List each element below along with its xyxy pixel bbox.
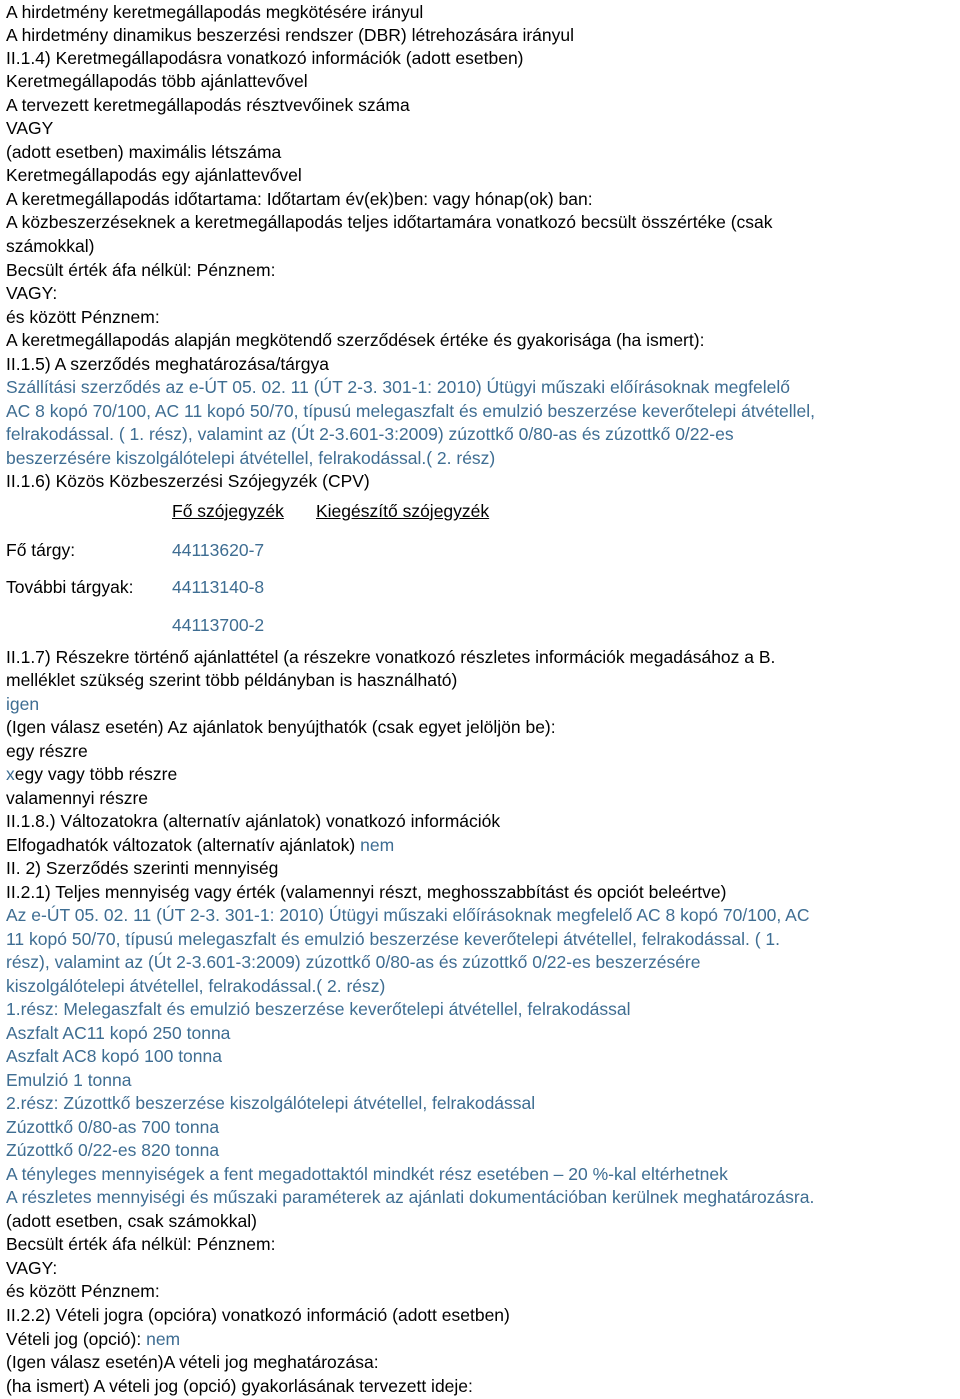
text-line: A keretmegállapodás alapján megkötendő szerződések értéke és gyakorisága (ha ismert): xyxy=(6,330,705,350)
lots-heading: melléklet szükség szerint több példányban is használható) xyxy=(6,670,458,690)
text-line: Becsült érték áfa nélkül: Pénznem: xyxy=(6,1234,276,1254)
cpv-other-code: 44113700-2 xyxy=(172,615,265,635)
options-line: (ha ismert) A vételi jog (opció) gyakorlásának tervezett ideje: xyxy=(6,1376,473,1396)
quantity-line: kiszolgálótelepi átvétellel, felrakodással.( 2. rész) xyxy=(6,976,386,996)
text-line: és között Pénznem: xyxy=(6,307,160,327)
text-line: A tervezett keretmegállapodás résztvevőinek száma xyxy=(6,95,410,115)
options-answer: nem xyxy=(146,1329,181,1349)
text-line: A keretmegállapodás időtartama: Időtartam év(ek)ben: vagy hónap(ok) ban: xyxy=(6,189,593,209)
text-line: Keretmegállapodás több ajánlattevővel xyxy=(6,71,308,91)
section-heading: II.1.4) Keretmegállapodásra vonatkozó információk (adott esetben) xyxy=(6,48,524,68)
quantity-line: 2.rész: Zúzottkő beszerzése kiszolgálótelepi átvétellel, felrakodással xyxy=(6,1093,536,1113)
cpv-main-code: 44113620-7 xyxy=(172,540,265,560)
cpv-other-label: További tárgyak: xyxy=(6,577,134,597)
option-label: egy vagy több részre xyxy=(14,764,178,784)
quantity-line: rész), valamint az (Út 2-3.601-3:2009) zúzottkő 0/80-as és zúzottkő 0/22-es beszerzésére xyxy=(6,952,701,972)
cpv-other-code: 44113140-8 xyxy=(172,577,265,597)
subject-line: felrakodással. ( 1. rész), valamint az (Út 2-3.601-3:2009) zúzottkő 0/80-as és zúzottkő 0/22-es xyxy=(6,424,734,444)
subject-line: beszerzésére kiszolgálótelepi átvétellel, felrakodással.( 2. rész) xyxy=(6,448,496,468)
section-heading: II.1.5) A szerződés meghatározása/tárgya xyxy=(6,354,329,374)
subject-line: AC 8 kopó 70/100, AC 11 kopó 50/70, típusú melegaszfalt és emulzió beszerzése keverőtelepi átvétellel, xyxy=(6,401,816,421)
text-line: Keretmegállapodás egy ajánlattevővel xyxy=(6,165,302,185)
cpv-col-extra: Kiegészítő szójegyzék xyxy=(316,501,490,521)
quantity-line: A tényleges mennyiségek a fent megadottaktól mindkét rész esetében – 20 %-kal eltérhetnek xyxy=(6,1164,728,1184)
text-line: számokkal) xyxy=(6,236,95,256)
lots-option-all: valamennyi részre xyxy=(6,788,148,808)
quantity-heading: II. 2) Szerződés szerinti mennyiség xyxy=(6,858,279,878)
text-line: A közbeszerzéseknek a keretmegállapodás teljes időtartamára vonatkozó becsült összértéke (csak xyxy=(6,212,773,232)
lots-option-one: egy részre xyxy=(6,741,88,761)
quantity-line: Aszfalt AC11 kopó 250 tonna xyxy=(6,1023,231,1043)
quantity-line: Az e-ÚT 05. 02. 11 (ÚT 2-3. 301-1: 2010) Útügyi műszaki előírásoknak megfelelő AC 8 kopó 70/100, AC xyxy=(6,905,810,925)
quantity-line: Aszfalt AC8 kopó 100 tonna xyxy=(6,1046,222,1066)
text-line: A hirdetmény dinamikus beszerzési rendszer (DBR) létrehozására irányul xyxy=(6,25,575,45)
lots-option-multi xyxy=(6,762,177,786)
variants-label: Elfogadhatók változatok (alternatív ajánlatok) xyxy=(6,835,356,855)
text-line: A hirdetmény keretmegállapodás megkötésére irányul xyxy=(6,2,424,22)
quantity-line: Emulzió 1 tonna xyxy=(6,1070,132,1090)
quantity-line: Zúzottkő 0/80-as 700 tonna xyxy=(6,1117,220,1137)
quantity-total-heading: II.2.1) Teljes mennyiség vagy érték (valamennyi részt, meghosszabbítást és opciót beleértve) xyxy=(6,882,727,902)
options-line: (Igen válasz esetén)A vételi jog meghatározása: xyxy=(6,1352,379,1372)
subject-line: Szállítási szerződés az e-ÚT 05. 02. 11 (ÚT 2-3. 301-1: 2010) Útügyi műszaki előírásoknak megfelelő xyxy=(6,377,790,397)
lots-answer: igen xyxy=(6,694,40,714)
text-line: VAGY: xyxy=(6,283,58,303)
text-line: (adott esetben, csak számokkal) xyxy=(6,1211,257,1231)
cpv-col-main: Fő szójegyzék xyxy=(172,501,284,521)
options-heading: II.2.2) Vételi jogra (opcióra) vonatkozó információ (adott esetben) xyxy=(6,1305,510,1325)
cpv-main-label: Fő tárgy: xyxy=(6,540,76,560)
quantity-line: Zúzottkő 0/22-es 820 tonna xyxy=(6,1140,220,1160)
variants-heading: II.1.8.) Változatokra (alternatív ajánlatok) vonatkozó információk xyxy=(6,811,501,831)
text-line: Becsült érték áfa nélkül: Pénznem: xyxy=(6,260,276,280)
text-line: és között Pénznem: xyxy=(6,1281,160,1301)
options-label: Vételi jog (opció): xyxy=(6,1329,142,1349)
variants-line xyxy=(6,833,394,857)
lots-heading: II.1.7) Részekre történő ajánlattétel (a részekre vonatkozó részletes információk megadásához a B. xyxy=(6,647,776,667)
variants-answer: nem xyxy=(360,835,395,855)
quantity-line: 11 kopó 50/70, típusú melegaszfalt és emulzió beszerzése keverőtelepi átvétellel, felrakodással. ( 1. xyxy=(6,929,780,949)
cpv-heading: II.1.6) Közös Közbeszerzési Szójegyzék (CPV) xyxy=(6,471,370,491)
check-mark: x xyxy=(6,764,15,784)
text-line: VAGY xyxy=(6,118,54,138)
text-line: (adott esetben) maximális létszáma xyxy=(6,142,282,162)
quantity-line: 1.rész: Melegaszfalt és emulzió beszerzése keverőtelepi átvétellel, felrakodással xyxy=(6,999,631,1019)
text-line: VAGY: xyxy=(6,1258,58,1278)
options-line xyxy=(6,1327,180,1351)
lots-if-yes: (Igen válasz esetén) Az ajánlatok benyújthatók (csak egyet jelöljön be): xyxy=(6,717,556,737)
quantity-line: A részletes mennyiségi és műszaki paraméterek az ajánlati dokumentációban kerülnek meghatározásra. xyxy=(6,1187,815,1207)
